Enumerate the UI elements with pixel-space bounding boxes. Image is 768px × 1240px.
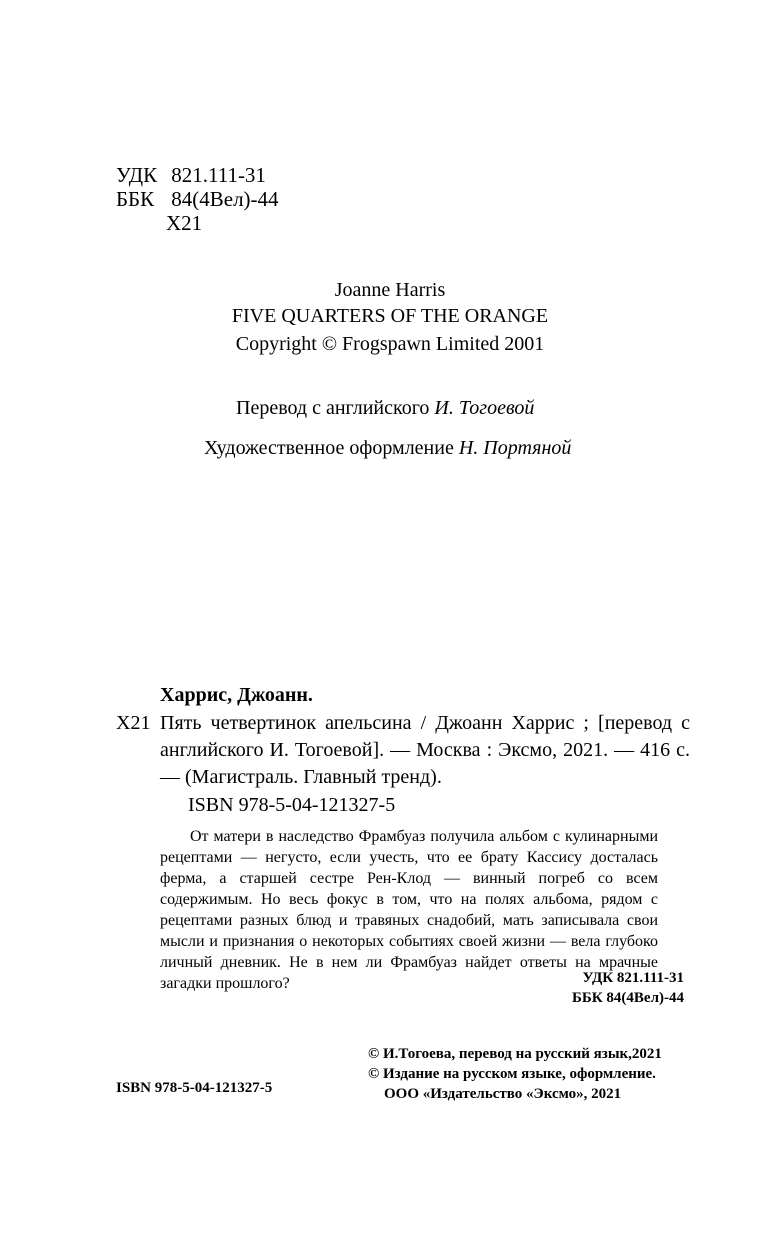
isbn-bottom: ISBN 978-5-04-121327-5 bbox=[116, 1080, 273, 1096]
designer-name: Н. Портяной bbox=[458, 437, 572, 459]
original-copyright: Copyright © Frogspawn Limited 2001 bbox=[235, 333, 545, 355]
design-label: Художественное оформление bbox=[204, 437, 454, 459]
copyright-publisher: ООО «Издательство «Эксмо», 2021 bbox=[384, 1086, 622, 1102]
udk-value: 821.111-31 bbox=[171, 163, 266, 187]
bbk-value: 84(4Вел)-44 bbox=[171, 187, 279, 211]
udk-label: УДК bbox=[116, 163, 158, 187]
catalog-description: Пять четвертинок апельсина / Джоанн Харрис ; [перевод с английского И. Тогоевой]. — Москва : Эксмо, 2021. — 416 с. — (Магистраль. Главный тренд). bbox=[160, 712, 690, 788]
catalog-code: Х21 bbox=[116, 712, 151, 734]
translation-label: Перевод с английского bbox=[236, 397, 430, 419]
bbk-label: ББК bbox=[116, 187, 155, 211]
codes-right bbox=[572, 968, 684, 1008]
original-author: Joanne Harris bbox=[334, 279, 446, 301]
copyright-edition: © Издание на русском языке, оформление. bbox=[368, 1066, 656, 1082]
catalog-isbn: ISBN 978-5-04-121327-5 bbox=[188, 794, 396, 816]
catalog-author-heading: Харрис, Джоанн. bbox=[160, 684, 313, 706]
udk-row bbox=[116, 163, 266, 187]
design-credit bbox=[204, 434, 571, 462]
author-sign: Х21 bbox=[166, 211, 203, 235]
original-title: FIVE QUARTERS OF THE ORANGE bbox=[231, 305, 549, 327]
translator-name: И. Тогоевой bbox=[434, 397, 535, 419]
udk-code-right: УДК 821.111-31 bbox=[582, 970, 684, 986]
bbk-row bbox=[116, 187, 279, 211]
copyright-block bbox=[368, 1044, 662, 1104]
bbk-code-right: ББК 84(4Вел)-44 bbox=[571, 990, 684, 1006]
translation-credit bbox=[236, 394, 534, 422]
copyright-translation: © И.Тогоева, перевод на русский язык,2021 bbox=[368, 1046, 662, 1062]
annotation-text: От матери в наследство Фрамбуаз получила альбом с кулинарными рецептами — негусто, если учесть, что ее брату Кассису досталась ферма, а старшей сестре Рен-Клод — винный погреб со всем содержимым. Но весь фокус в том, что на полях альбома, рядом с рецептами разных блюд и травяных снадобий, мать записывала свои мысли и признания о некоторых событиях своей жизни — вела глубоко личный дневник. Не в нем ли Фрамбуаз найдет ответы на мрачные загадки прошлого? bbox=[160, 828, 658, 992]
